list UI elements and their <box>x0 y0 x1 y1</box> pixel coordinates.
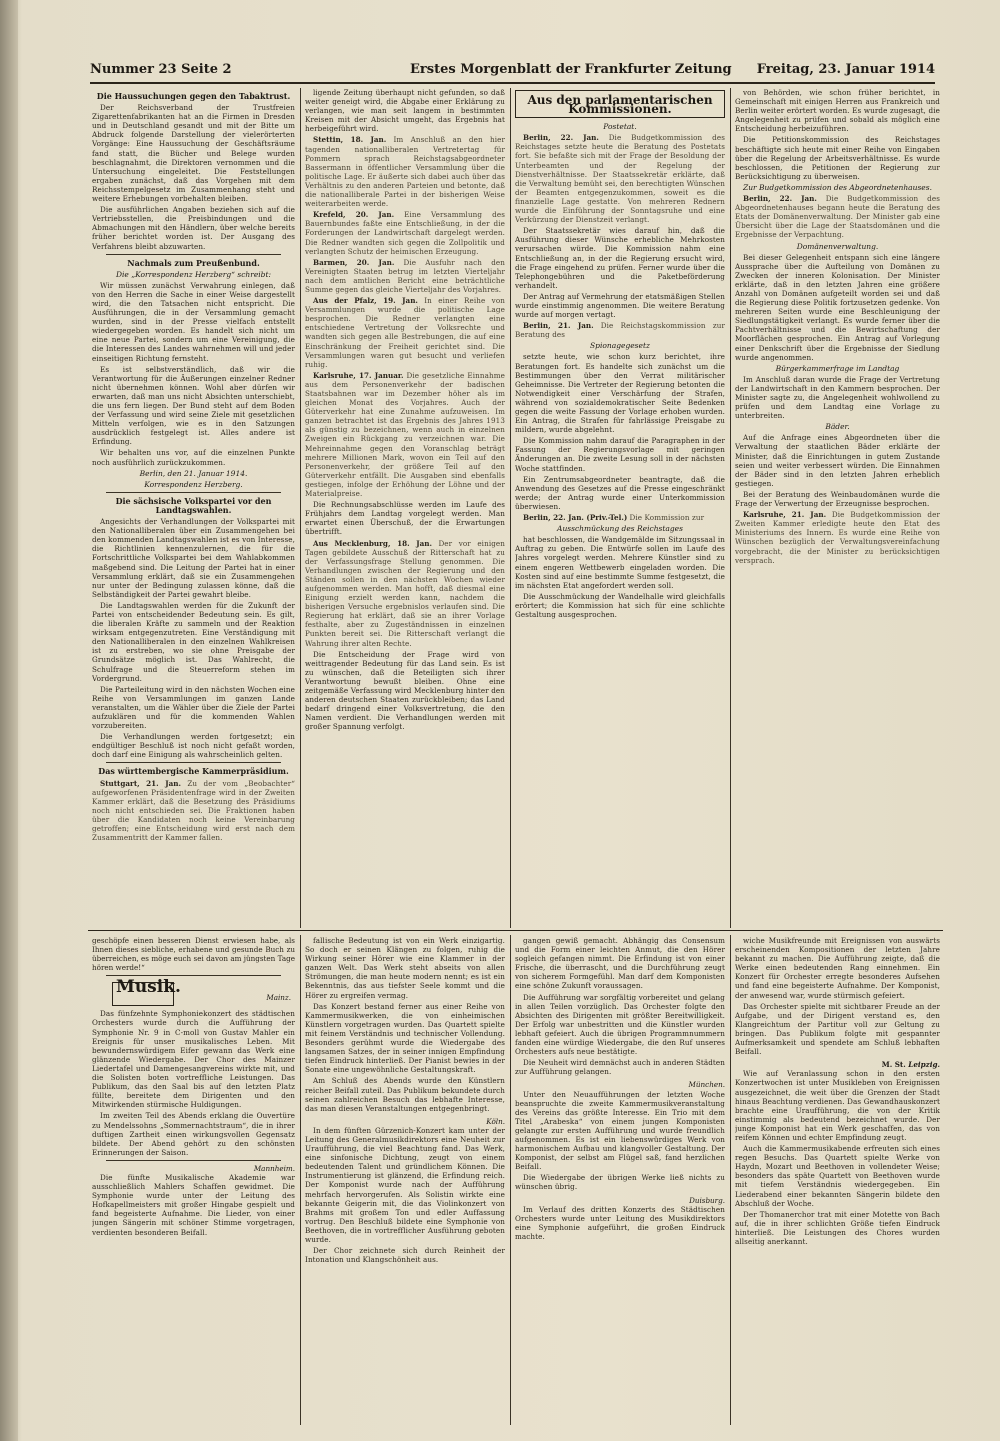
article-subheading: Bürgerkammerfrage im Landtag <box>775 363 900 373</box>
article-subheading: Die „Korrespondenz Herzberg“ schreibt: <box>115 269 272 279</box>
section-rule <box>106 254 281 255</box>
article-subheading: Spionagegesetz <box>590 341 650 351</box>
dateline: Stuttgart, 21. Jan. <box>100 778 181 788</box>
dateline: Berlin, 22. Jan. <box>523 133 599 143</box>
dateline: Berlin, 22. Jan. (Priv.-Tel.) <box>523 513 628 523</box>
column-2: ligende Zeitung überhaupt nicht gefunden, so daß weiter geneigt wird, die Abgabe einer Erklärung zu verlangen, wie man seit langem in bestimmten Kreisen mit der Absicht umgeht, das Ergebnis hat herbeigeführt wird. Stettin, 18. Jan. Im Anschluß an den hier tagenden nationalliberalen Vertretertag für Pommern sprach Reichstagsabgeordneter Bassermann in öffentlicher Versammlung über die politische Lage. Er äußerte sich dabei auch über das Verhältnis zu den anderen Parteien und betonte, daß die nationalliberale Partei in der bisherigen Weise weiterarbeiten werde. Krefeld, 20. Jan. Eine Versammlung des Bauernbundes faßte eine Entschließung, in der die Forderungen der Landwirtschaft dargelegt werden. Die Redner wandten sich gegen die Zollpolitik und verlangten Schutz der heimischen Erzeugung. Barmen, 20. Jan. Die Ausfuhr nach den Vereinigten Staaten betrug im letzten Vierteljahr nach dem amtlichen Bericht eine beträchtliche Summe gegen das gleiche Vierteljahr des Vorjahres. Aus der Pfalz, 19. Jan. In einer Reihe von Versammlungen wurde die politische Lage besprochen. Die Redner verlangten eine entschiedene Vertretung der Volksrechte und wandten sich gegen alle Bestrebungen, die auf eine Einschränkung der Freiheit gerichtet sind. Die Versammlungen waren gut besucht und verliefen ruhig. Karlsruhe, 17. Januar. Die gesetzliche Einnahme aus dem Personenverkehr der badischen Staatsbahnen war im Dezember höher als im gleichen Monat des Vorjahres. Auch der Güterverkehr hat eine Zunahme aufzuweisen. Im ganzen betrachtet ist das Ergebnis des Jahres 1913 als günstig zu bezeichnen, wenn auch in einzelnen Zweigen ein Rückgang zu verzeichnen war. Die Mehreinnahme gegen den Voranschlag beträgt mehrere Millionen Mark, wovon ein Teil auf den Personenverkehr, der größere Teil auf den Güterverkehr entfällt. Die Ausgaben sind ebenfalls gestiegen, infolge der Erhöhung der Löhne und der Materialpreise. Die Rechnungsabschlüsse werden im Laufe des Frühjahrs dem Landtag vorgelegt werden. Man erwartet einen Überschuß, der die Erwartungen übertrifft. Aus Mecklenburg, 18. Jan. Der vor einigen Tagen gebildete Ausschuß der Ritterschaft hat zu der Verfassungsfrage Stellung genommen. Die Verhandlungen zwischen der Regierung und den Ständen sollen in den nächsten Wochen wieder aufgenommen werden. Man hofft, daß diesmal eine Einigung erzielt werden kann, nachdem die bisherigen Versuche ergebnislos verlaufen sind. Die Regierung hat erklärt, daß sie an ihrer Vorlage festhalte, aber zu Zugeständnissen in einzelnen Punkten bereit sei. Die Ritterschaft verlangt die Wahrung ihrer alten Rechte. Die Entscheidung der Frage wird von weittragender Bedeutung für das Land sein. Es ist zu wünschen, daß die Beteiligten sich ihrer Verantwortung bewußt bleiben. Ohne eine zeitgemäße Verfassung wird Mecklenburg hinter den anderen deutschen Staaten zurückbleiben; das Land bedarf dringend einer Volksvertretung, die den Namen verdient. Die Verhandlungen werden mit großer Spannung verfolgt. <box>305 88 505 732</box>
article-heading: Die sächsische Volkspartei vor den Landtagswahlen. <box>115 495 272 515</box>
article-subheading: Bäder. <box>825 422 850 432</box>
place-label: Mainz. <box>266 993 291 1003</box>
musik-heading-row <box>92 979 295 1009</box>
column-4: von Behörden, wie schon früher berichtet, in Gemeinschaft mit einigen Herren aus Frankreich und Berlin weiter erörtert worden. Es wurde zugesagt, die Angelegenheit zu prüfen und sobald als möglich eine Entscheidung herbeizuführen. Die Petitionskommission des Reichstages beschäftigte sich heute mit einer Reihe von Eingaben über die Regelung der Arbeitsverhältnisse. Es wurde beschlossen, die Petitionen der Regierung zur Berücksichtigung zu überweisen. Zur Budgetkommission des Abgeordnetenhauses. Berlin, 22. Jan. Die Budgetkommission des Abgeordnetenhauses begann heute die Beratung des Etats der Domänenverwaltung. Der Minister gab eine Übersicht über die Lage der Staatsdomänen und die Ergebnisse der Verpachtung. Domänenverwaltung. Bei dieser Gelegenheit entspann sich eine längere Aussprache über die Aufteilung von Domänen zu Zwecken der inneren Kolonisation. Der Minister erklärte, daß in den letzten Jahren eine größere Anzahl von Domänen aufgeteilt worden sei und daß die Regierung diese Politik fortzusetzen gedenke. Von mehreren Seiten wurde eine Beschleunigung der Siedlungstätigkeit verlangt. Es wurde ferner über die Pachtverhältnisse und die Bewirtschaftung der Moorflächen gesprochen. Ein Antrag auf Vorlegung einer Denkschrift über die Ergebnisse der Siedlung wurde angenommen. Bürgerkammerfrage im Landtag Im Anschluß daran wurde die Frage der Vertretung der Landwirtschaft in den Kammern besprochen. Der Minister sagte zu, die Angelegenheit wohlwollend zu prüfen und dem Landtag eine Vorlage zu unterbreiten. Bäder. Auf die Anfrage eines Abgeordneten über die Verwaltung der staatlichen Bäder erklärte der Minister, daß die Einrichtungen in gutem Zustande seien und weiter verbessert würden. Die Einnahmen der Bäder sind in den letzten Jahren erheblich gestiegen. Bei der Beratung des Weinbaudomänen wurde die Frage der Verwertung der Erzeugnisse besprochen. Karlsruhe, 21. Jan. Die Budgetkommission der Zweiten Kammer erledigte heute den Etat des Ministeriums des Innern. Es wurde eine Reihe von Wünschen bezüglich der Verwaltungsvereinfachung vorgebracht, die der Minister zu berücksichtigen versprach. <box>735 88 940 565</box>
article-heading: Die Haussuchungen gegen den Tabaktrust. <box>96 91 291 101</box>
place-label: Köln. <box>486 1116 505 1126</box>
section-rule <box>106 975 281 976</box>
section-title-box <box>515 90 725 118</box>
section-rule <box>106 1160 281 1161</box>
issue-number: Nummer 23 Seite 2 <box>90 62 232 77</box>
dateline: Berlin, 21. Jan. <box>523 321 594 331</box>
feuilleton-column-2: fallische Bedeutung ist von ein Werk einzigartig. So doch er seinen Klängen zu folgen, ruhig die Wirkung seiner Hörer wie eine Klammer in der ganzen Welt. Das Werk steht abseits von allen Strömungen, die man heute modern nennt; es ist ein Bekenntnis, das aus tiefster Seele kommt und die Hörer zu ergreifen vermag. Das Konzert bestand ferner aus einer Reihe von Kammermusikwerken, die von einheimischen Künstlern vorgetragen wurden. Das Quartett spielte mit feinem Verständnis und technischer Vollendung. Besonders gerühmt wurde die Wiedergabe des langsamen Satzes, der in seiner innigen Empfindung tiefen Eindruck hinterließ. Der Pianist bewies in der Sonate eine ungewöhnliche Gestaltungskraft. Am Schluß des Abends wurde den Künstlern reicher Beifall zuteil. Das Publikum bekundete durch seinen zahlreichen Besuch das lebhafte Interesse, das man diesen Veranstaltungen entgegenbringt. Köln. In dem fünften Gürzenich-Konzert kam unter der Leitung des Generalmusikdirektors eine Neuheit zur Uraufführung, die viel Beachtung fand. Das Werk, eine sinfonische Dichtung, zeugt von einem bedeutenden Talent und gründlichem Können. Die Instrumentierung ist glänzend, die Erfindung reich. Der Komponist wurde nach der Aufführung mehrfach hervorgerufen. Als Solistin wirkte eine bekannte Geigerin mit, die das Violinkonzert von Brahms mit großem Ton und edler Auffassung vortrug. Den Beschluß bildete eine Symphonie von Beethoven, die in vortrefflicher Ausführung geboten wurde. Der Chor zeichnete sich durch Reinheit der Intonation und Klangschönheit aus. <box>305 936 505 1265</box>
place-label: Mannheim. <box>253 1163 295 1173</box>
column-rule <box>730 88 731 928</box>
place-label: Leipzig. <box>908 1060 940 1070</box>
dateline: Krefeld, 20. Jan. <box>313 210 395 220</box>
issue-date: Freitag, 23. Januar 1914 <box>756 62 935 77</box>
feuilleton-lead: geschöpfe einen besseren Dienst erwiesen habe, als Ihnen dieses siebliche, erhabene und gesunde Buch zu überreichen, es möge euch sei davon am jüngsten Tage hören werde!“ <box>92 936 295 973</box>
column-1: Die Haussuchungen gegen den Tabaktrust. Der Reichsverband der Trustfreien Zigarettenfabrikanten hat an die Firmen in Dresden und in Deutschland gesandt und mit der Bitte um Abdruck folgende Darstellung der vielerörterten Vorgänge: Eine Haussuchung der Geschäftsräume fand statt, die Bücher und Belege wurden beschlagnahmt, die Direktoren vernommen und die Untersuchung eingeleitet. Die Feststellungen ergaben zunächst, daß das Vorgehen mit dem Reichsstempelgesetz im Zusammenhang steht und weitere Erhebungen vorbehalten bleiben. Die ausführlichen Angaben beziehen sich auf die Vertriebsstellen, die Preisbindungen und die Abmachungen mit den Händlern, über welche bereits früher berichtet worden ist. Der Ausgang des Verfahrens bleibt abzuwarten. Nachmals zum Preußenbund. Die „Korrespondenz Herzberg“ schreibt: Wir müssen zunächst Verwahrung einlegen, daß von den Herren die Sache in einer Weise dargestellt wird, die den Tatsachen nicht entspricht. Die Ausführungen, die in der Versammlung gemacht wurden, sind in der Presse vielfach entstellt wiedergegeben worden. Es handelt sich nicht um eine neue Partei, sondern um eine Vereinigung, die die Interessen des Landes wahrnehmen will und jeder einseitigen Richtung fernsteht. Es ist selbstverständlich, daß wir die Verantwortung für die Äußerungen einzelner Redner nicht übernehmen können. Wohl aber dürfen wir erwarten, daß man uns nicht Absichten unterschiebt, die uns fern liegen. Der Bund steht auf dem Boden der Verfassung und wird seine Ziele mit gesetzlichen Mitteln verfolgen, wie es in den Satzungen ausdrücklich festgelegt ist. Alles andere ist Erfindung. Wir behalten uns vor, auf die einzelnen Punkte noch ausführlich zurückzukommen. Berlin, den 21. Januar 1914. Korrespondenz Herzberg. Die sächsische Volkspartei vor den Landtagswahlen. Angesichts der Verhandlungen der Volkspartei mit den Nationalliberalen über ein Zusammengehen bei den kommenden Landtagswahlen ist es von Interesse, die Richtlinien kennenzulernen, die für die Fortschrittliche Volkspartei bei dem Wahlabkommen maßgebend sind. Die Leitung der Partei hat in einer Versammlung erklärt, daß sie ein Zusammengehen nur unter der Bedingung zulassen könne, daß die Selbständigkeit der Partei gewahrt bleibe. Die Landtagswahlen werden für die Zukunft der Partei von entscheidender Bedeutung sein. Es gilt, die liberalen Kräfte zu sammeln und der Reaktion wirksam entgegenzutreten. Eine Verständigung mit den Nationalliberalen in den einzelnen Wahlkreisen ist zu erstreben, wo sie ohne Preisgabe der Grundsätze möglich ist. Das Wahlrecht, die Schulfrage und die Steuerreform stehen im Vordergrund. Die Parteileitung wird in den nächsten Wochen eine Reihe von Versammlungen im ganzen Lande veranstalten, um die Wähler über die Ziele der Partei aufzuklären und für die kommenden Wahlen vorzubereiten. Die Verhandlungen werden fortgesetzt; ein endgültiger Beschluß ist noch nicht gefaßt worden, doch darf eine Einigung als wahrscheinlich gelten. Das württembergische Kammerpräsidium. Stuttgart, 21. Jan. Zu der vom „Beobachter“ aufgeworfenen Präsidentenfrage wird in der Zweiten Kammer erklärt, daß die Besetzung des Präsidiums noch nicht entschieden sei. Die Fraktionen haben über die Kandidaten noch keine Vereinbarung getroffen; eine Entscheidung wird erst nach dem Zusammentritt der Kammer fallen. <box>92 91 295 843</box>
feuilleton-column-1: geschöpfe einen besseren Dienst erwiesen habe, als Ihnen dieses siebliche, erhabene und gesunde Buch zu überreichen, es möge euch sei davon am jüngsten Tage hören werde!“ Musik. Mainz. Das fünfzehnte Symphoniekonzert des städtischen Orchesters wurde durch die Aufführung der Symphonie Nr. 9 in C-moll von Gustav Mahler ein Ereignis für unser musikalisches Leben. Mit bewundernswürdigem Eifer gewann das Werk eine glänzende Wiedergabe. Der Chor des Mainzer Liedertafel und Damengesangvereins wirkte mit, und die Solisten boten vortreffliche Leistungen. Das Publikum, das den Saal bis auf den letzten Platz füllte, bereitete dem Dirigenten und den Mitwirkenden stürmische Huldigungen. Im zweiten Teil des Abends erklang die Ouvertüre zu Mendelssohns „Sommernachtstraum“, die in ihrer duftigen Zartheit einen wirkungsvollen Gegensatz bildete. Der Abend gehört zu den schönsten Erinnerungen der Saison. Mannheim. Die fünfte Musikalische Akademie war ausschließlich Mahlers Schaffen gewidmet. Die Symphonie wurde unter der Leitung des Hofkapellmeisters mit großer Hingabe gespielt und fand begeisterte Aufnahme. Die Lieder, von einer jungen Sängerin mit schöner Stimme vorgetragen, verdienten besonderen Beifall. <box>92 936 295 1237</box>
article-subheading: Domänenverwaltung. <box>796 241 879 251</box>
place-label: Duisburg. <box>689 1195 725 1205</box>
column-rule <box>300 88 301 928</box>
section-title: Aus den parlamentarischen Kommissionen. <box>527 93 713 117</box>
section-rule <box>106 762 281 763</box>
article-heading: Nachmals zum Preußenbund. <box>127 257 260 268</box>
article-signature <box>735 1060 940 1069</box>
page-header <box>90 60 935 84</box>
article-heading: Das württembergische Kammerpräsidium. <box>98 766 289 777</box>
feuilleton-column-3: gangen gewiß gemacht. Abhängig das Consensum und die Form einer leichten Anmut, die den Hörer sogleich gefangen nimmt. Die Erfindung ist von einer Frische, die überrascht, und die Durchführung zeugt von sicherem Formgefühl. Man darf dem Komponisten eine schöne Zukunft voraussagen. Die Aufführung war sorgfältig vorbereitet und gelang in allen Teilen vorzüglich. Das Orchester folgte den Absichten des Dirigenten mit größter Bereitwilligkeit. Der Erfolg war unbestritten und die Künstler wurden lebhaft gefeiert. Auch die übrigen Programmnummern fanden eine würdige Wiedergabe, die den Ruf unseres Orchesters aufs neue bestätigte. Die Neuheit wird demnächst auch in anderen Städten zur Aufführung gelangen. München. Unter den Neuaufführungen der letzten Woche beanspruchte die zweite Kammermusikveranstaltung des Vereins das größte Interesse. Ein Trio mit dem Titel „Arabeska“ von einem jungen Komponisten gelangte zur ersten Aufführung und wurde freundlich aufgenommen. Es ist ein liebenswürdiges Werk von harmonischem Aufbau und klangvoller Gestaltung. Der Komponist, der selbst am Flügel saß, fand herzlichen Beifall. Die Wiedergabe der übrigen Werke ließ nichts zu wünschen übrig. Duisburg. Im Verlauf des dritten Konzerts des Städtischen Orchesters wurde unter Leitung des Musikdirektors eine Symphonie aufgeführt, die großen Eindruck machte. <box>515 936 725 1241</box>
newspaper-title: Erstes Morgenblatt der Frankfurter Zeitung <box>410 62 732 77</box>
dateline: Karlsruhe, 17. Januar. <box>313 370 404 380</box>
article-signature-date: Berlin, den 21. Januar 1914. <box>139 468 248 478</box>
column-rule <box>510 88 511 928</box>
dateline: Karlsruhe, 21. Jan. <box>743 510 827 520</box>
critic-initials: M. St. <box>881 1060 906 1070</box>
section-rule <box>106 492 281 493</box>
article-subheading: Zur Budgetkommission des Abgeordnetenhauses. <box>743 182 932 192</box>
dateline: Aus Mecklenburg, 18. Jan. <box>313 538 433 548</box>
article-signature: Korrespondenz Herzberg. <box>144 479 243 489</box>
dateline: Aus der Pfalz, 19. Jan. <box>313 296 418 306</box>
article-subheading: Ausschmückung des Reichstages <box>557 524 683 534</box>
dateline: Berlin, 22. Jan. <box>743 194 817 204</box>
column-rule <box>730 935 731 1425</box>
column-3: Aus den parlamentarischen Kommissionen. Postetat. Berlin, 22. Jan. Die Budgetkommission des Reichstages setzte heute die Beratung des Postetats fort. Sie befaßte sich mit der Frage der Besoldung der Unterbeamten und der Regelung der Dienstverhältnisse. Der Staatssekretär erklärte, daß die Verwaltung bemüht sei, den berechtigten Wünschen der Beamten entgegenzukommen, soweit es die finanzielle Lage gestatte. Von mehreren Rednern wurde die Einführung der Sonntagsruhe und eine Verkürzung der Dienstzeit verlangt. Der Staatssekretär wies darauf hin, daß die Ausführung dieser Wünsche erhebliche Mehrkosten verursachen würde. Die Kommission nahm eine Entschließung an, in der die Regierung ersucht wird, die Frage eingehend zu prüfen. Ferner wurde über die Telephongebühren und die Paketbeförderung verhandelt. Der Antrag auf Vermehrung der etatsmäßigen Stellen wurde einstimmig angenommen. Die weitere Beratung wurde auf morgen vertagt. Berlin, 21. Jan. Die Reichstagskommission zur Beratung des Spionagegesetz setzte heute, wie schon kurz berichtet, ihre Beratungen fort. Es handelte sich zunächst um die Bestimmungen über den Verrat militärischer Geheimnisse. Die Vertreter der Regierung betonten die Notwendigkeit einer Verschärfung der Strafen, während von sozialdemokratischer Seite Bedenken gegen die weite Fassung der Vorlage erhoben wurden. Ein Antrag, die Strafen für fahrlässige Preisgabe zu mildern, wurde abgelehnt. Die Kommission nahm darauf die Paragraphen in der Fassung der Regierungsvorlage mit geringen Änderungen an. Die zweite Lesung soll in der nächsten Woche stattfinden. Ein Zentrumsabgeordneter beantragte, daß die Anwendung des Gesetzes auf die Presse eingeschränkt werde; der Antrag wurde einer Unterkommission überwiesen. Berlin, 22. Jan. (Priv.-Tel.) Die Kommission zur Ausschmückung des Reichstages hat beschlossen, die Wandgemälde im Sitzungssaal in Auftrag zu geben. Die Entwürfe sollen im Laufe des Jahres vorgelegt werden. Mehrere Künstler sind zu einem engeren Wettbewerb eingeladen worden. Die Kosten sind auf eine bestimmte Summe festgesetzt, die im nächsten Etat angefordert werden soll. Die Ausschmückung der Wandelhalle wird gleichfalls erörtert; die Kommission hat sich für eine schlichte Gestaltung ausgesprochen. <box>515 88 725 928</box>
dateline: Barmen, 20. Jan. <box>313 257 395 267</box>
musik-title: Musik. <box>116 977 181 998</box>
dateline: Stettin, 18. Jan. <box>313 135 387 145</box>
column-rule <box>510 935 511 1425</box>
page-binding-edge <box>0 0 18 1441</box>
column-rule <box>300 935 301 1425</box>
feuilleton-rule <box>88 930 943 931</box>
article-subheading: Postetat. <box>603 122 637 132</box>
place-label: München. <box>688 1080 725 1090</box>
feuilleton-column-4: wiche Musikfreunde mit Ereignissen von auswärts erscheinenden Kompositionen der letzten Jahre bekannt zu machen. Die Aufführung zeigte, daß die Werke einen bedeutenden Rang einnehmen. Ein Konzert für Orchester erregte besonderes Aufsehen und fand eine begeisterte Aufnahme. Der Komponist, der anwesend war, wurde stürmisch gefeiert. Das Orchester spielte mit sichtbarer Freude an der Aufgabe, und der Dirigent verstand es, den Klangreichtum der Partitur voll zur Geltung zu bringen. Das Publikum folgte mit gespannter Aufmerksamkeit und spendete am Schluß lebhaften Beifall. M. St. Leipzig. Wie auf Veranlassung schon in den ersten Konzertwochen ist unter Musikleben von Ereignissen ausgezeichnet, die weit über die Grenzen der Stadt hinaus Beachtung verdienen. Das Gewandhauskonzert brachte eine Uraufführung, die von der Kritik einstimmig als bedeutend bezeichnet wurde. Der junge Komponist hat ein Werk geschaffen, das von reifem Können und echter Empfindung zeugt. Auch die Kammermusikabende erfreuten sich eines regen Besuchs. Das Quartett spielte Werke von Haydn, Mozart und Beethoven in vollendeter Weise; besonders das späte Quartett von Beethoven wurde mit tiefem Verständnis wiedergegeben. Ein Liederabend einer bekannten Sängerin bildete den Abschluß der Woche. Der Thomanerchor trat mit einer Motette von Bach auf, die in ihrer schlichten Größe tiefen Eindruck hinterließ. Die Leistungen des Chores wurden allseitig anerkannt. <box>735 936 940 1246</box>
